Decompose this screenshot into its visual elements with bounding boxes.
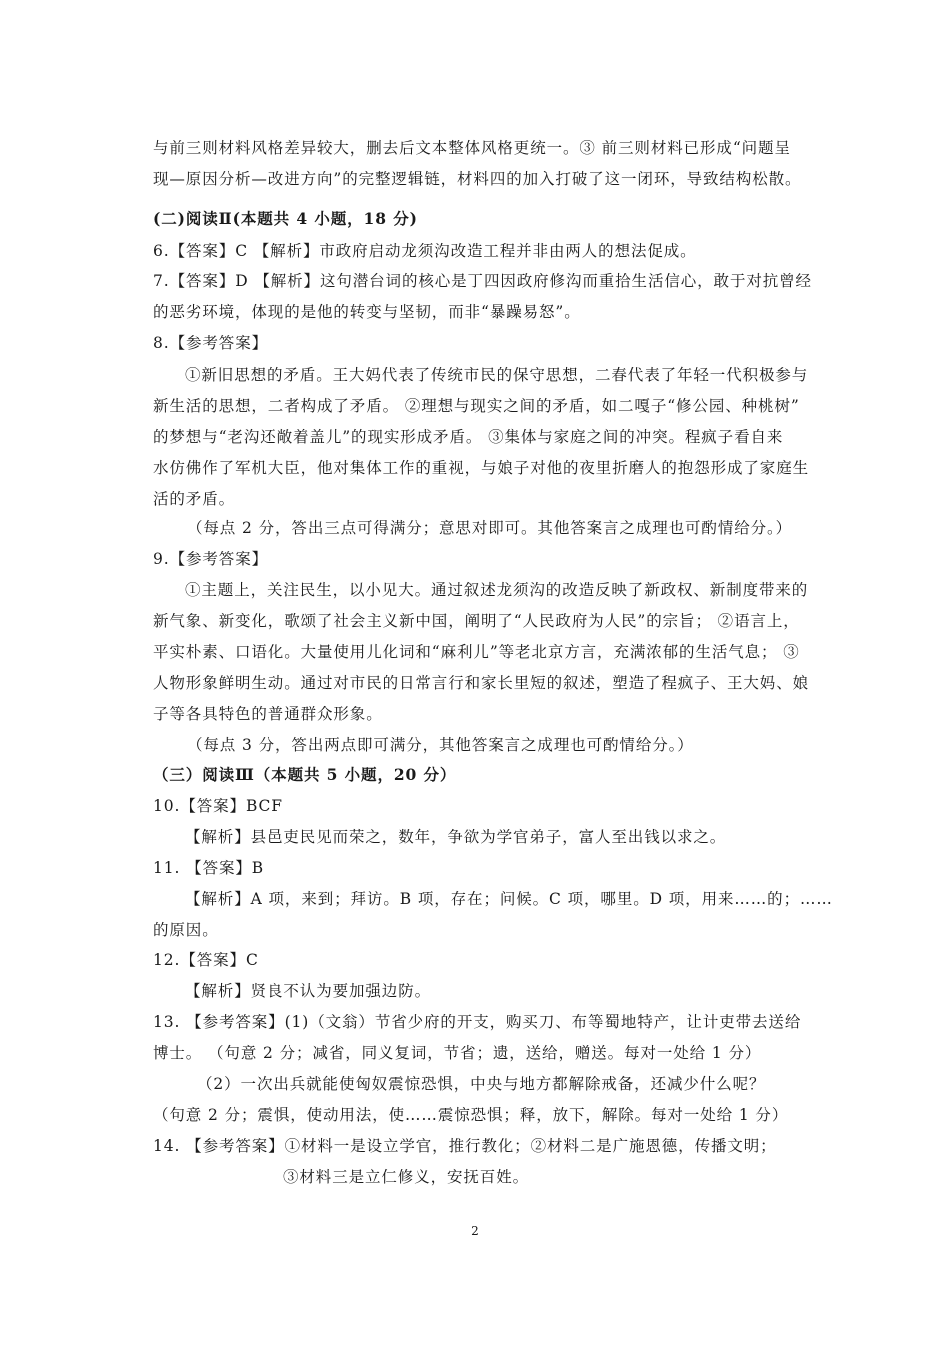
text-line: 新气象、新变化，歌颂了社会主义新中国，阐明了“人民政府为人民”的宗旨； ②语言上， [153,612,800,630]
text-line: 人物形象鲜明生动。通过对市民的日常言行和家长里短的叙述，塑造了程疯子、王大妈、娘 [153,674,810,692]
text-line: （2）一次出兵就能使匈奴震惊恐惧，中央与地方都解除戒备，还减少什么呢？ [197,1075,766,1093]
text-line: ③材料三是立仁修义，安抚百姓。 [283,1168,530,1186]
text-line: 13. 【参考答案】(1)（文翁）节省少府的开支，购买刀、布等蜀地特产，让计吏带去送给 [153,1013,802,1031]
text-line: 活的矛盾。 [153,490,236,508]
text-line: （句意 2 分；震惧，使动用法，使……震惊恐惧；释，放下，解除。每对一处给 1 分） [153,1106,789,1124]
text-line: 博士。 （句意 2 分；减省，同义复词，节省；遗，送给，赠送。每对一处给 1 分） [153,1044,762,1062]
text-line: 8.【参考答案】 [153,334,268,352]
text-line: (二)阅读Ⅱ(本题共 4 小题，18 分) [153,209,418,228]
text-line: 9.【参考答案】 [153,550,268,568]
text-line: 10.【答案】BCF [153,797,283,815]
text-line: （每点 3 分，答出两点即可满分，其他答案言之成理也可酌情给分。） [187,736,694,754]
text-line: （三）阅读Ⅲ（本题共 5 小题，20 分） [153,765,457,784]
text-line: 【解析】县邑吏民见而荣之，数年，争欲为学官弟子，富人至出钱以求之。 [185,828,727,846]
text-line: 【解析】A 项，来到；拜访。B 项，存在；问候。C 项，哪里。D 项，用来……的；…… [185,890,833,908]
text-line: 现—原因分析—改进方向”的完整逻辑链，材料四的加入打破了这一闭环，导致结构松散。 [153,170,802,188]
text-line: 平实朴素、口语化。大量使用儿化词和“麻利儿”等老北京方言，充满浓郁的生活气息； ③ [153,643,800,661]
text-line: 子等各具特色的普通群众形象。 [153,705,383,723]
text-line: （每点 2 分，答出三点可得满分；意思对即可。其他答案言之成理也可酌情给分。） [187,519,793,537]
text-line: 的原因。 [153,921,219,939]
text-line: 14. 【参考答案】①材料一是设立学官，推行教化；②材料二是广施恩德，传播文明； [153,1137,777,1155]
text-line: 与前三则材料风格差异较大，删去后文本整体风格更统一。③ 前三则材料已形成“问题呈 [153,139,791,157]
text-line: 6.【答案】C 【解析】市政府启动龙须沟改造工程并非由两人的想法促成。 [153,242,697,260]
text-line: 水仿佛作了军机大臣，他对集体工作的重视，与娘子对他的夜里折磨人的抱怨形成了家庭生 [153,459,810,477]
text-line: 11. 【答案】B [153,859,265,877]
text-line: 新生活的思想，二者构成了矛盾。 ②理想与现实之间的矛盾，如二嘎子“修公园、种桃树” [153,397,800,415]
text-line: 12.【答案】C [153,951,259,969]
text-line: 的梦想与“老沟还敞着盖儿”的现实形成矛盾。 ③集体与家庭之间的冲突。程疯子看自来 [153,428,784,446]
text-line: 7.【答案】D 【解析】这句潜台词的核心是丁四因政府修沟而重拾生活信心，敢于对抗曾经 [153,272,812,290]
text-line: 【解析】贤良不认为要加强边防。 [185,982,432,1000]
page-number: 2 [471,1224,479,1238]
text-line: 的恶劣环境，体现的是他的转变与坚韧，而非“暴躁易怒”。 [153,303,581,321]
text-line: ①主题上，关注民生，以小见大。通过叙述龙须沟的改造反映了新政权、新制度带来的 [185,581,809,599]
text-line: ①新旧思想的矛盾。王大妈代表了传统市民的保守思想，二春代表了年轻一代积极参与 [185,366,809,384]
